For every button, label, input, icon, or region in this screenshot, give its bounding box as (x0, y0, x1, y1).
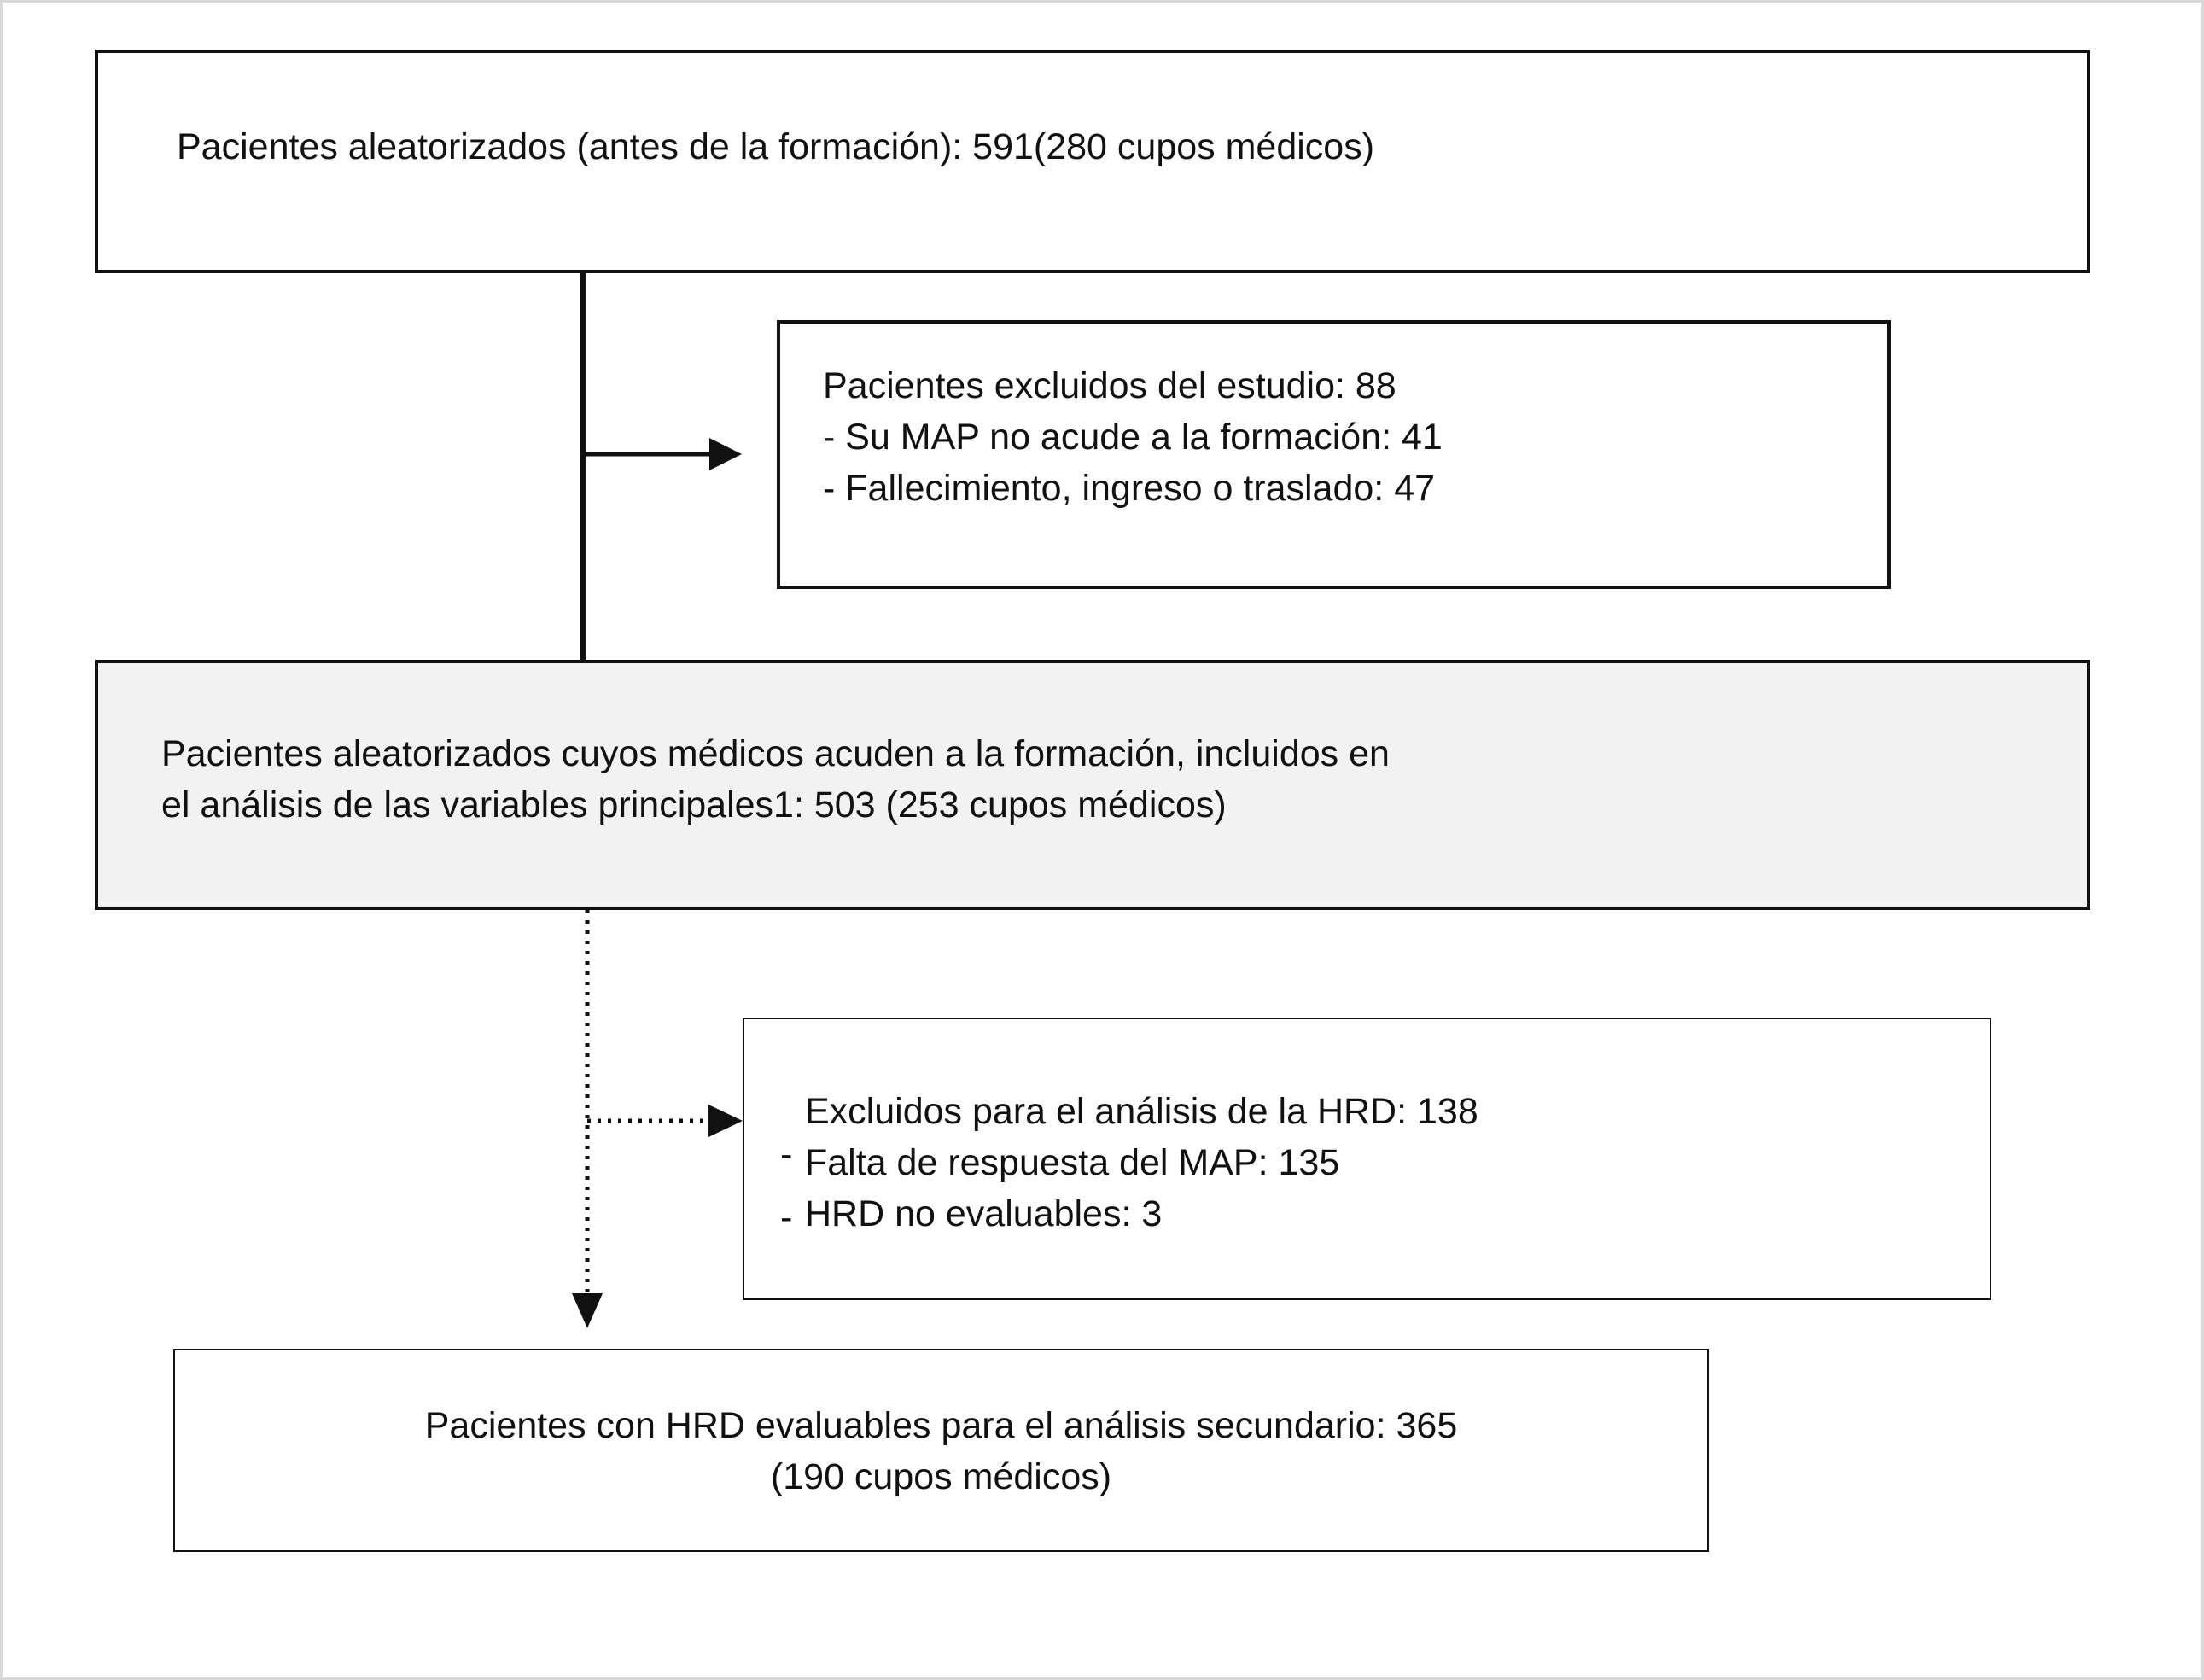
excluded-hrd-item-text: HRD no evaluables: 3 (805, 1193, 1163, 1234)
dotted-trunk-arrowhead (572, 1293, 603, 1328)
excluded-hrd-item (780, 1188, 1990, 1240)
solid-branch-arrowhead (709, 438, 742, 470)
main-analysis-line: Pacientes aleatorizados cuyos médicos acuden a la formación, incluidos en (161, 733, 1390, 774)
randomized-patients-text: Pacientes aleatorizados (antes de la formación): 591(280 cupos médicos) (177, 126, 1375, 167)
excluded-study-box (777, 320, 1891, 589)
main-analysis-line: el análisis de las variables principales1: 503 (253 cupos médicos) (161, 785, 1227, 825)
excluded-hrd-box (743, 1018, 1991, 1300)
main-analysis-box (95, 660, 2090, 910)
excluded-study-title: Pacientes excluidos del estudio: 88 (823, 365, 1396, 406)
secondary-analysis-line: (190 cupos médicos) (770, 1456, 1112, 1497)
randomized-patients-box (95, 50, 2090, 273)
bullet-dash: - (780, 1134, 793, 1175)
excluded-hrd-title: Excluidos para el análisis de la HRD: 138 (805, 1091, 1478, 1132)
bullet-dash: - (780, 1197, 793, 1238)
dotted-branch-arrowhead (708, 1105, 743, 1137)
excluded-study-item: - Fallecimiento, ingreso o traslado: 47 (823, 468, 1436, 509)
excluded-hrd-item (780, 1134, 1990, 1188)
excluded-study-item: - Su MAP no acude a la formación: 41 (823, 417, 1443, 458)
secondary-analysis-line: Pacientes con HRD evaluables para el análisis secundario: 365 (424, 1405, 1458, 1446)
excluded-hrd-item-text: Falta de respuesta del MAP: 135 (805, 1142, 1340, 1183)
secondary-analysis-box (173, 1349, 1709, 1552)
